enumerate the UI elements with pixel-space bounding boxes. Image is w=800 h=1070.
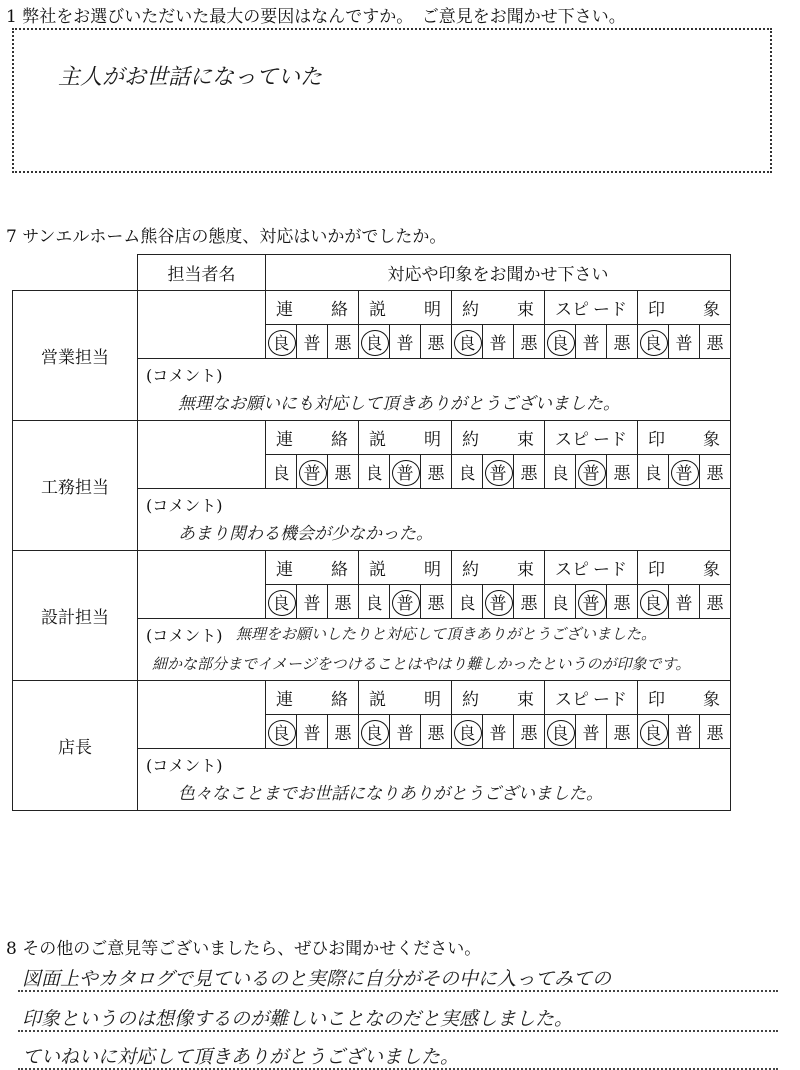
category-header [266,421,359,455]
category-char: ード [593,300,627,320]
rating-option: 普 [483,325,514,359]
rating-selected: 良 [452,325,483,359]
category-char: 連 [276,430,293,450]
rating-selected: 良 [452,715,483,749]
category-char: 束 [517,690,534,710]
category-header [545,421,638,455]
person-name-cell [138,551,266,619]
rating-option: 悪 [328,585,359,619]
rating-option: 悪 [514,455,545,489]
category-header [266,551,359,585]
category-header [545,551,638,585]
rating-option: 悪 [328,455,359,489]
evaluation-table [12,254,741,811]
rating-option: 良 [359,585,390,619]
category-header [359,551,452,585]
rating-selected: 良 [266,715,297,749]
rating-option: 悪 [700,715,731,749]
category-header [638,681,731,715]
category-char: ード [593,560,627,580]
rating-option: 悪 [328,715,359,749]
category-header [359,681,452,715]
question-1-answer: 主人がお世話になっていた [58,65,323,90]
rating-option: 悪 [607,585,638,619]
rating-selected: 普 [483,455,514,489]
category-char: スピ [555,430,589,450]
question-8-line [18,962,778,992]
rating-option: 悪 [700,455,731,489]
rating-option: 悪 [421,585,452,619]
category-char: 象 [703,300,721,320]
category-char: 絡 [331,430,348,450]
comment-cell [138,359,731,421]
rating-option: 悪 [607,455,638,489]
category-char: スピ [555,300,589,320]
comment-label: (コメント) [146,626,223,645]
rating-selected: 良 [545,715,576,749]
rating-option: 悪 [514,325,545,359]
rating-option: 普 [669,715,700,749]
category-char: 印 [648,430,665,450]
rating-selected: 良 [638,585,669,619]
rating-option: 悪 [607,715,638,749]
rating-option: 良 [452,455,483,489]
category-char: 象 [703,560,721,580]
rating-selected: 良 [359,715,390,749]
category-char: 約 [462,430,479,450]
category-char: 説 [369,560,386,580]
rating-selected: 普 [576,585,607,619]
comment-label: (コメント) [146,366,223,385]
category-char: 象 [703,690,721,710]
rating-selected: 普 [297,455,328,489]
rating-option: 普 [483,715,514,749]
comment-label: (コメント) [146,756,223,775]
rating-selected: 普 [576,455,607,489]
category-header [452,551,545,585]
category-header [452,681,545,715]
rating-option: 悪 [514,715,545,749]
category-char: 連 [276,560,293,580]
category-char: ード [593,430,627,450]
rating-option: 良 [545,585,576,619]
category-char: 絡 [331,560,348,580]
rating-option: 悪 [700,585,731,619]
category-char: 連 [276,690,293,710]
category-char: 説 [369,300,386,320]
comment-label: (コメント) [146,496,223,515]
rating-option: 悪 [700,325,731,359]
rating-option: 良 [452,585,483,619]
rating-option: 普 [669,585,700,619]
category-char: 説 [369,430,386,450]
rating-selected: 良 [545,325,576,359]
rating-selected: 良 [266,585,297,619]
header-feedback: 対応や印象をお聞かせ下さい [266,255,731,291]
category-header [452,421,545,455]
section-name: 工務担当 [13,421,138,551]
rating-selected: 良 [638,325,669,359]
header-person-in-charge: 担当者名 [138,255,266,291]
category-char: 束 [517,430,534,450]
category-char: 連 [276,300,293,320]
category-header [266,681,359,715]
rating-option: 普 [297,325,328,359]
category-char: 印 [648,300,665,320]
category-char: 絡 [331,690,348,710]
section-name: 設計担当 [13,551,138,681]
comment-text: あまり関わる機会が少なかった。 [178,524,433,544]
question-8-text: ていねいに対応して頂きありがとうございました。 [22,1046,460,1068]
rating-option: 悪 [607,325,638,359]
person-name-cell [138,291,266,359]
section-name: 営業担当 [13,291,138,421]
rating-option: 普 [297,715,328,749]
question-1-label: 1 弊社をお選びいただいた最大の要因はなんですか。 ご意見をお聞かせ下さい。 [6,7,626,27]
category-char: 説 [369,690,386,710]
category-char: 約 [462,560,479,580]
question-8-line [18,1002,778,1032]
rating-option: 良 [545,455,576,489]
rating-selected: 良 [638,715,669,749]
rating-selected: 普 [483,585,514,619]
question-8-label: 8 その他のご意見等ございましたら、ぜひお聞かせください。 [6,939,482,959]
rating-option: 悪 [421,715,452,749]
category-char: 明 [424,300,441,320]
category-char: スピ [555,560,589,580]
rating-selected: 普 [390,585,421,619]
rating-selected: 良 [266,325,297,359]
category-header [545,291,638,325]
category-header [359,421,452,455]
comment-text: 色々なことまでお世話になりありがとうございました。 [178,784,603,804]
section-name: 店長 [13,681,138,811]
rating-selected: 普 [669,455,700,489]
rating-option: 悪 [328,325,359,359]
rating-option: 良 [266,455,297,489]
category-char: スピ [555,690,589,710]
rating-option: 良 [638,455,669,489]
rating-option: 悪 [421,455,452,489]
category-header [638,551,731,585]
rating-selected: 良 [359,325,390,359]
category-header [266,291,359,325]
category-header [545,681,638,715]
category-header [452,291,545,325]
question-1-answer-box [12,28,772,173]
rating-option: 悪 [421,325,452,359]
category-char: 束 [517,300,534,320]
category-char: 象 [703,430,721,450]
rating-option: 普 [390,325,421,359]
category-char: 印 [648,560,665,580]
question-7-label: 7 サンエルホーム熊谷店の態度、対応はいかがでしたか。 [6,227,447,247]
category-char: 印 [648,690,665,710]
category-char: 約 [462,690,479,710]
category-header [359,291,452,325]
rating-option: 普 [297,585,328,619]
category-header [638,291,731,325]
category-header [638,421,731,455]
rating-option: 良 [359,455,390,489]
rating-selected: 普 [390,455,421,489]
category-char: 束 [517,560,534,580]
comment-text: 無理をお願いしたりと対応して頂きありがとうございました。 [236,625,657,643]
comment-text: 細かな部分までイメージをつけることはやはり難しかったというのが印象です。 [152,655,691,673]
comment-cell [138,749,731,811]
comment-cell [138,489,731,551]
category-char: 明 [424,690,441,710]
category-char: 明 [424,560,441,580]
comment-text: 無理なお願いにも対応して頂きありがとうございました。 [178,394,620,414]
category-char: 絡 [331,300,348,320]
rating-option: 普 [390,715,421,749]
category-char: 約 [462,300,479,320]
rating-option: 普 [576,715,607,749]
category-char: 明 [424,430,441,450]
category-char: ード [593,690,627,710]
question-8-text: 図面上やカタログで見ているのと実際に自分がその中に入ってみての [22,968,612,990]
person-name-cell [138,681,266,749]
rating-option: 悪 [514,585,545,619]
question-8-line [18,1040,778,1070]
person-name-cell [138,421,266,489]
comment-cell [138,619,731,681]
rating-option: 普 [576,325,607,359]
question-8-text: 印象というのは想像するのが難しいことなのだと実感しました。 [22,1008,574,1030]
rating-option: 普 [669,325,700,359]
